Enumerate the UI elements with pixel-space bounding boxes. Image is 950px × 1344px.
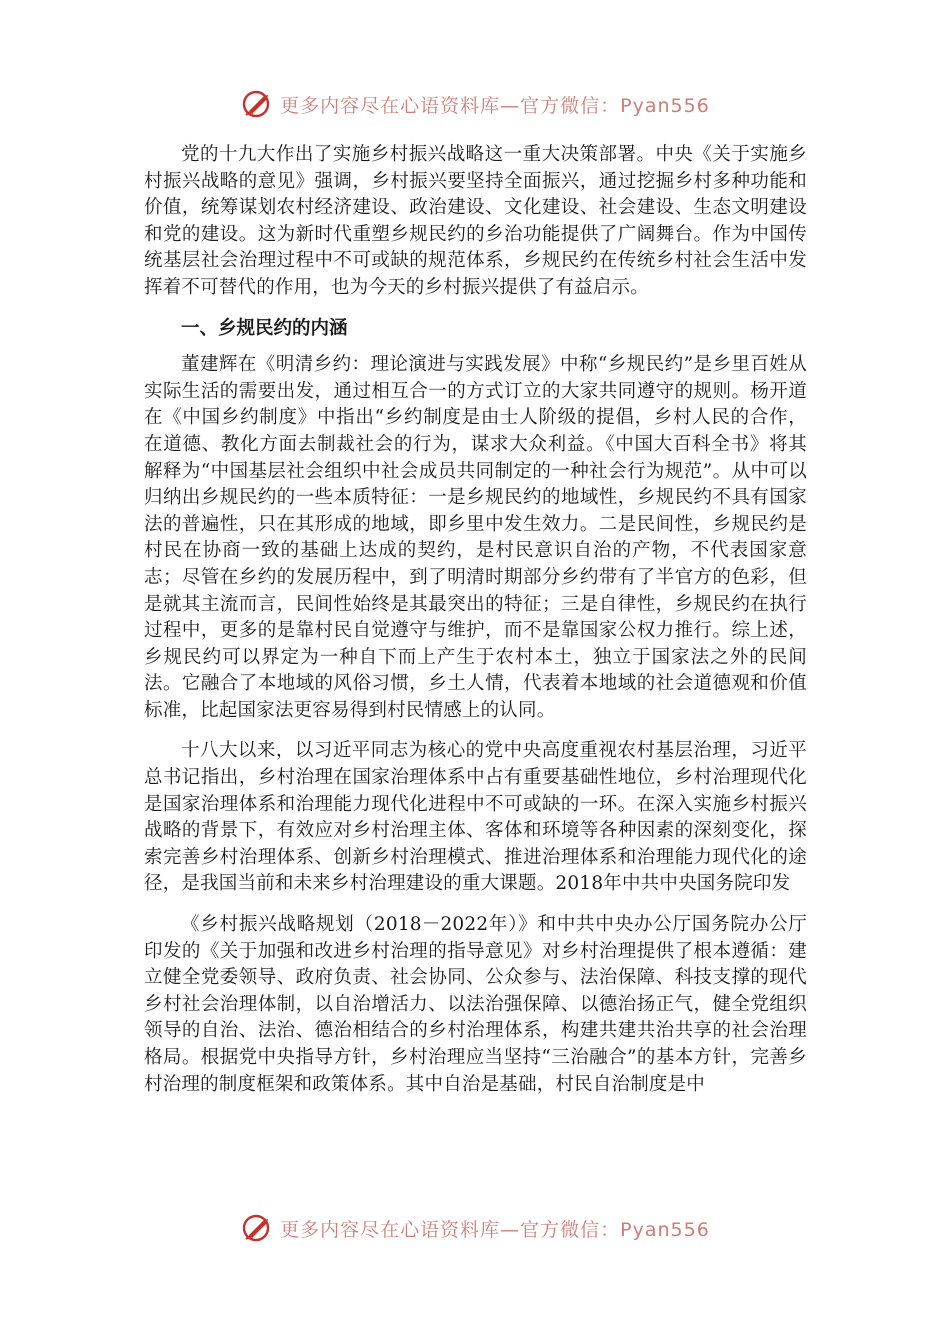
paragraph-governance: 十八大以来，以习近平同志为核心的党中央高度重视农村基层治理，习近平总书记指出，乡村治理在国家治理体系中占有重要基础性地位，乡村治理现代化是国家治理体系和治理能力现代化进程中不可或缺的一环。在深入实施乡村振兴战略的背景下，有效应对乡村治理主体、客体和环境等各种因素的深刻变化，探索完善乡村治理体系、创新乡村治理模式、推进治理体系和治理能力现代化的途径，是我国当前和未来乡村治理建设的重大课题。2018年中共中央国务院印发 [144,740,807,895]
pen-logo-icon [240,1211,274,1245]
document-body [144,142,807,1112]
pen-logo-icon [240,87,274,121]
footer-banner [0,1208,950,1248]
header-banner [0,84,950,124]
paragraph-definition: 董建辉在《明清乡约：理论演进与实践发展》中称“乡规民约”是乡里百姓从实际生活的需要出发，通过相互合一的方式订立的大家共同遵守的规则。杨开道在《中国乡约制度》中指出“乡约制度是由士人阶级的提倡，乡村人民的合作，在道德、教化方面去制裁社会的行为，谋求大众利益。《中国大百科全书》将其解释为“中国基层社会组织中社会成员共同制定的一种社会行为规范”。从中可以归纳出乡规民约的一些本质特征：一是乡规民约的地域性，乡规民约不具有国家法的普遍性，只在其形成的地域，即乡里中发生效力。二是民间性，乡规民约是村民在协商一致的基础上达成的契约，是村民意识自治的产物，不代表国家意志；尽管在乡约的发展历程中，到了明清时期部分乡约带有了半官方的色彩，但是就其主流而言，民间性始终是其最突出的特征；三是自律性，乡规民约在执行过程中，更多的是靠村民自觉遵守与维护，而不是靠国家公权力推行。综上述，乡规民约可以界定为一种自下而上产生于农村本土，独立于国家法之外的民间法。它融合了本地域的风俗习惯，乡土人情，代表着本地域的社会道德观和价值标准，比起国家法更容易得到村民情感上的认同。 [144,354,807,721]
section-heading: 一、乡规民约的内涵 [181,317,348,339]
paragraph-intro: 党的十九大作出了实施乡村振兴战略这一重大决策部署。中央《关于实施乡村振兴战略的意见》强调，乡村振兴要坚持全面振兴，通过挖掘乡村多种功能和价值，统筹谋划农村经济建设、政治建设、文化建设、社会建设、生态文明建设和党的建设。这为新时代重塑乡规民约的乡治功能提供了广阔舞台。作为中国传统基层社会治理过程中不可或缺的规范体系，乡规民约在传统乡村社会生活中发挥着不可替代的作用，也为今天的乡村振兴提供了有益启示。 [144,144,807,298]
header-banner-text: 更多内容尽在心语资料库—官方微信：Pyan556 [280,94,710,117]
paragraph-policy: 《乡村振兴战略规划（2018－2022年）》和中共中央办公厅国务院办公厅印发的《关于加强和改进乡村治理的指导意见》对乡村治理提供了根本遵循：建立健全党委领导、政府负责、社会协同、公众参与、法治保障、科技支撑的现代乡村社会治理体制，以自治增活力、以法治强保障、以德治扬正气，健全党组织领导的自治、法治、德治相结合的乡村治理体系，构建共建共治共享的社会治理格局。根据党中央指导方针，乡村治理应当坚持“三治融合”的基本方针，完善乡村治理的制度框架和政策体系。其中自治是基础，村民自治制度是中 [144,914,807,1095]
footer-banner-text: 更多内容尽在心语资料库—官方微信：Pyan556 [280,1218,710,1241]
